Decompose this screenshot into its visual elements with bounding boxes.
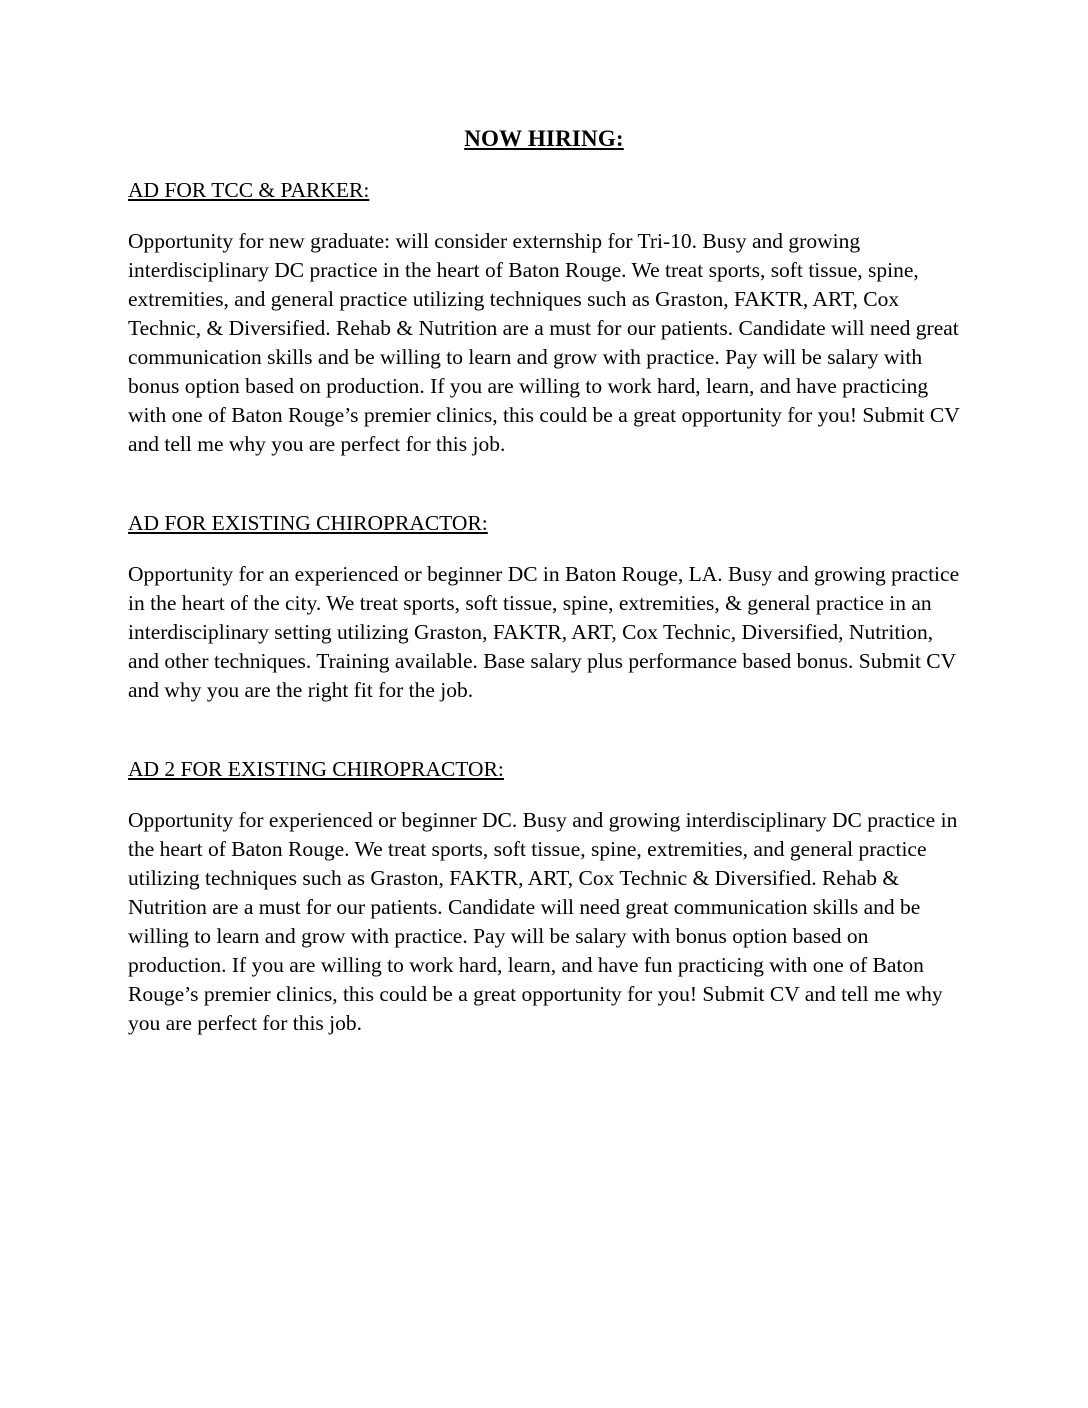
section-existing-chiropractor-2 bbox=[128, 757, 960, 1038]
section-heading: AD FOR TCC & PARKER: bbox=[128, 178, 370, 202]
section-body: Opportunity for experienced or beginner DC. Busy and growing interdisciplinary DC practice in the heart of Baton Rouge. We treat sports, soft tissue, spine, extremities, and general practice utilizing techniques such as Graston, FAKTR, ART, Cox Technic & Diversified. Rehab & Nutrition are a must for our patients. Candidate will need great communication skills and be willing to learn and grow with practice. Pay will be salary with bonus option based on production. If you are willing to work hard, learn, and have fun practicing with one of Baton Rouge’s premier clinics, this could be a great opportunity for you! Submit CV and tell me why you are perfect for this job. bbox=[128, 808, 958, 1035]
section-existing-chiropractor bbox=[128, 511, 960, 705]
section-tcc-parker bbox=[128, 178, 960, 459]
section-body: Opportunity for new graduate: will consider externship for Tri-10. Busy and growing interdisciplinary DC practice in the heart of Baton Rouge. We treat sports, soft tissue, spine, extremities, and general practice utilizing techniques such as Graston, FAKTR, ART, Cox Technic, & Diversified. Rehab & Nutrition are a must for our patients. Candidate will need great communication skills and be willing to learn and grow with practice. Pay will be salary with bonus option based on production. If you are willing to work hard, learn, and have practicing with one of Baton Rouge’s premier clinics, this could be a great opportunity for you! Submit CV and tell me why you are perfect for this job. bbox=[128, 229, 960, 456]
document-title: NOW HIRING: bbox=[464, 126, 624, 151]
section-heading: AD FOR EXISTING CHIROPRACTOR: bbox=[128, 511, 488, 535]
section-heading: AD 2 FOR EXISTING CHIROPRACTOR: bbox=[128, 757, 504, 781]
section-body: Opportunity for an experienced or beginner DC in Baton Rouge, LA. Busy and growing practice in the heart of the city. We treat sports, soft tissue, spine, extremities, & general practice in an interdisciplinary setting utilizing Graston, FAKTR, ART, Cox Technic, Diversified, Nutrition, and other techniques. Training available. Base salary plus performance based bonus. Submit CV and why you are the right fit for the job. bbox=[128, 562, 960, 702]
